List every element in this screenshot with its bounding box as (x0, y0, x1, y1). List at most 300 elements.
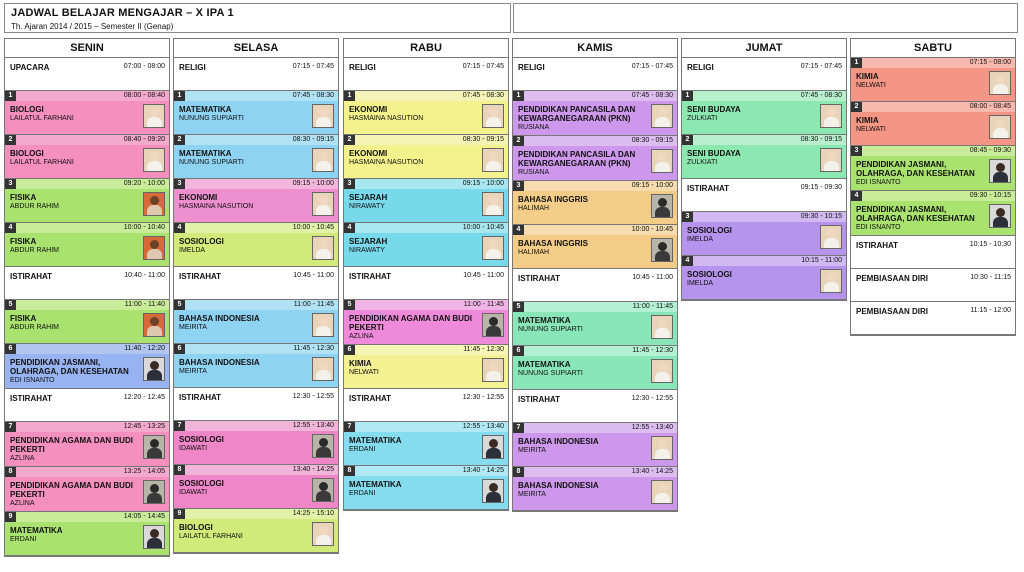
teacher-name: EDI ISNANTO (856, 179, 901, 186)
period-band (344, 466, 508, 476)
subject-name: MATEMATIKA (349, 480, 402, 489)
time-range: 07:45 - 08:30 (631, 92, 673, 99)
teacher-photo-icon (143, 148, 165, 172)
lesson-body (344, 233, 508, 266)
teacher-name: ZULKIATI (687, 159, 718, 166)
time-range: 10:00 - 10:40 (123, 224, 165, 231)
subject-name: PENDIDIKAN JASMANI, OLAHRAGA, DAN KESEHATAN (10, 358, 129, 376)
subject-name: SOSIOLOGI (179, 435, 224, 444)
period-band (174, 300, 338, 310)
teacher-name: ERDANI (349, 446, 376, 453)
break-row (513, 58, 677, 91)
period-number: 3 (5, 179, 16, 189)
lesson-card (344, 179, 508, 223)
break-row (5, 58, 169, 91)
break-label: RELIGI (518, 63, 545, 72)
day-header: JUMAT (682, 39, 846, 58)
period-number: 4 (851, 191, 862, 201)
teacher-name: IMELDA (687, 280, 714, 287)
teacher-name: NUNUNG SUPIARTI (179, 115, 244, 122)
period-band (174, 223, 338, 233)
period-band (682, 212, 846, 222)
day-column-sabtu (850, 38, 1016, 336)
teacher-name: IDAWATI (179, 489, 208, 496)
teacher-photo-icon (482, 435, 504, 459)
day-header: RABU (344, 39, 508, 58)
period-band (174, 465, 338, 475)
teacher-name: HALIMAH (518, 205, 550, 212)
page-title: JADWAL BELAJAR MENGAJAR – X IPA 1 (11, 7, 234, 19)
time-range: 13:25 - 14:05 (123, 468, 165, 475)
period-band (344, 345, 508, 355)
time-range: 10:45 - 11:00 (463, 272, 504, 279)
teacher-photo-icon (989, 159, 1011, 183)
time-range: 07:45 - 08:30 (800, 92, 842, 99)
period-band (513, 91, 677, 101)
teacher-name: ABDUR RAHIM (10, 203, 60, 210)
teacher-photo-icon (143, 357, 165, 381)
subject-name: PENDIDIKAN JASMANI, OLAHRAGA, DAN KESEHATAN (856, 160, 975, 178)
subject-name: BAHASA INDONESIA (518, 437, 599, 446)
time-range: 07:45 - 08:30 (292, 92, 334, 99)
period-band (174, 179, 338, 189)
period-band (5, 135, 169, 145)
teacher-photo-icon (651, 315, 673, 339)
lesson-card (682, 91, 846, 135)
lesson-card (174, 135, 338, 179)
teacher-name: NIRAWATY (349, 203, 385, 210)
time-range: 08:30 - 09:15 (631, 137, 673, 144)
period-number: 6 (344, 345, 355, 355)
time-range: 08:00 - 08:40 (123, 92, 165, 99)
time-range: 13:40 - 14:25 (462, 467, 504, 474)
period-band (174, 135, 338, 145)
lesson-card (174, 91, 338, 135)
period-band (682, 91, 846, 101)
time-range: 10:40 - 11:00 (124, 272, 165, 279)
teacher-name: ABDUR RAHIM (10, 324, 60, 331)
period-band (5, 422, 169, 432)
time-range: 13:40 - 14:25 (292, 466, 334, 473)
period-band (5, 300, 169, 310)
teacher-name: EDI ISNANTO (856, 224, 901, 231)
teacher-name: ERDANI (10, 536, 37, 543)
subject-name: BIOLOGI (10, 149, 44, 158)
period-band (513, 346, 677, 356)
period-band (513, 181, 677, 191)
lesson-body (5, 145, 169, 178)
period-band (344, 223, 508, 233)
period-band (851, 146, 1015, 156)
subject-name: SOSIOLOGI (687, 270, 732, 279)
lesson-card (5, 91, 169, 135)
subject-name: EKONOMI (349, 149, 388, 158)
lesson-card (174, 300, 338, 344)
time-range: 12:20 - 12:45 (123, 394, 165, 401)
day-column-rabu (343, 38, 509, 511)
teacher-name: HASMAINA NASUTION (349, 159, 424, 166)
period-number: 7 (513, 423, 524, 433)
period-number: 5 (344, 300, 355, 310)
period-band (513, 467, 677, 477)
lesson-card (513, 302, 677, 346)
teacher-name: MEIRITA (518, 491, 546, 498)
lesson-body (5, 477, 169, 511)
teacher-name: EDI ISNANTO (10, 377, 55, 384)
period-band (174, 509, 338, 519)
period-band (5, 467, 169, 477)
period-number: 4 (682, 256, 693, 266)
lesson-body (344, 355, 508, 388)
teacher-photo-icon (312, 357, 334, 381)
day-column-kamis (512, 38, 678, 512)
teacher-photo-icon (651, 104, 673, 128)
time-range: 09:15 - 10:00 (462, 180, 504, 187)
teacher-photo-icon (482, 358, 504, 382)
subject-name: BIOLOGI (10, 105, 44, 114)
time-range: 12:30 - 12:55 (631, 395, 673, 402)
day-column-jumat (681, 38, 847, 301)
lesson-body (682, 222, 846, 255)
lesson-body (174, 145, 338, 178)
teacher-photo-icon (989, 204, 1011, 228)
subject-name: BIOLOGI (179, 523, 213, 532)
lesson-card (344, 345, 508, 389)
subject-name: PENDIDIKAN AGAMA DAN BUDI PEKERTI (10, 436, 133, 454)
subject-name: BAHASA INDONESIA (179, 358, 260, 367)
teacher-photo-icon (482, 236, 504, 260)
lesson-card (513, 136, 677, 181)
lesson-body (513, 146, 677, 180)
lesson-card (5, 179, 169, 223)
break-label: PEMBIASAAN DIRI (856, 274, 929, 283)
time-range: 09:30 - 10:15 (800, 213, 842, 220)
break-label: RELIGI (179, 63, 206, 72)
teacher-photo-icon (143, 435, 165, 459)
lesson-body (851, 68, 1015, 101)
period-number: 3 (682, 212, 693, 222)
period-number: 2 (174, 135, 185, 145)
subject-name: FISIKA (10, 314, 37, 323)
time-range: 10:00 - 10:45 (631, 226, 673, 233)
lesson-card (344, 223, 508, 267)
lesson-body (513, 312, 677, 345)
lesson-card (174, 465, 338, 509)
period-number: 1 (682, 91, 693, 101)
period-band (513, 302, 677, 312)
teacher-photo-icon (312, 148, 334, 172)
lesson-body (851, 112, 1015, 145)
teacher-photo-icon (989, 115, 1011, 139)
teacher-name: MEIRITA (179, 324, 207, 331)
period-number: 5 (513, 302, 524, 312)
teacher-name: NELWATI (349, 369, 379, 376)
time-range: 08:45 - 09:30 (969, 147, 1011, 154)
time-range: 10:15 - 11:00 (801, 257, 842, 264)
subject-name: BAHASA INGGRIS (518, 195, 588, 204)
teacher-photo-icon (312, 522, 334, 546)
time-range: 07:15 - 07:45 (292, 63, 334, 70)
lesson-card (344, 466, 508, 510)
time-range: 11:00 - 11:45 (632, 303, 673, 310)
subject-name: MATEMATIKA (518, 316, 571, 325)
period-number: 8 (344, 466, 355, 476)
lesson-card (174, 421, 338, 465)
subject-name: BAHASA INDONESIA (179, 314, 260, 323)
period-band (5, 512, 169, 522)
break-row (5, 389, 169, 422)
lesson-card (344, 422, 508, 466)
time-range: 10:00 - 10:45 (292, 224, 334, 231)
teacher-name: ERDANI (349, 490, 376, 497)
time-range: 08:00 - 08:45 (969, 103, 1011, 110)
period-band (344, 179, 508, 189)
time-range: 10:15 - 10:30 (969, 241, 1011, 248)
time-range: 07:45 - 08:30 (462, 92, 504, 99)
lesson-body (851, 201, 1015, 235)
subject-name: KIMIA (349, 359, 372, 368)
lesson-body (513, 235, 677, 268)
time-range: 11:15 - 12:00 (970, 307, 1011, 314)
lesson-body (174, 354, 338, 387)
time-range: 11:00 - 11:45 (293, 301, 334, 308)
lesson-body (174, 101, 338, 134)
lesson-body (513, 101, 677, 135)
time-range: 11:00 - 11:45 (463, 301, 504, 308)
teacher-name: IMELDA (179, 247, 206, 254)
time-range: 12:55 - 13:40 (631, 424, 673, 431)
teacher-name: RUSIANA (518, 169, 550, 176)
subject-name: BAHASA INDONESIA (518, 481, 599, 490)
lesson-body (344, 189, 508, 222)
period-number: 9 (174, 509, 185, 519)
lesson-body (5, 354, 169, 388)
teacher-name: NUNUNG SUPIARTI (518, 370, 583, 377)
time-range: 11:45 - 12:30 (463, 346, 504, 353)
lesson-card (513, 346, 677, 390)
period-number: 3 (344, 179, 355, 189)
lesson-body (5, 233, 169, 266)
break-row (174, 388, 338, 421)
time-range: 07:00 - 08:00 (123, 63, 165, 70)
period-number: 3 (851, 146, 862, 156)
lesson-card (344, 300, 508, 345)
lesson-card (174, 509, 338, 553)
lesson-body (513, 191, 677, 224)
lesson-body (682, 266, 846, 299)
break-label: ISTIRAHAT (518, 395, 561, 404)
period-band (344, 422, 508, 432)
time-range: 09:15 - 10:00 (631, 182, 673, 189)
lesson-card (5, 344, 169, 389)
break-row (5, 267, 169, 300)
time-range: 12:30 - 12:55 (292, 393, 334, 400)
teacher-photo-icon (312, 192, 334, 216)
lesson-card (174, 344, 338, 388)
teacher-name: ABDUR RAHIM (10, 247, 60, 254)
lesson-card (851, 191, 1015, 236)
period-band (174, 91, 338, 101)
lesson-body (5, 101, 169, 134)
teacher-photo-icon (651, 480, 673, 504)
time-range: 07:15 - 07:45 (631, 63, 673, 70)
subject-name: SEJARAH (349, 237, 388, 246)
break-row (851, 269, 1015, 302)
lesson-body (344, 101, 508, 134)
period-number: 7 (5, 422, 16, 432)
teacher-photo-icon (482, 313, 504, 337)
lesson-card (174, 179, 338, 223)
teacher-name: HASMAINA NASUTION (349, 115, 424, 122)
subject-name: MATEMATIKA (179, 149, 232, 158)
subject-name: FISIKA (10, 237, 37, 246)
lesson-body (682, 145, 846, 178)
subject-name: PENDIDIKAN PANCASILA DAN KEWARGANEGARAAN (PKN) (518, 150, 636, 168)
period-band (851, 58, 1015, 68)
lesson-card (851, 58, 1015, 102)
teacher-photo-icon (312, 478, 334, 502)
teacher-name: LAILATUL FARHANI (10, 115, 74, 122)
day-header: SABTU (851, 39, 1015, 58)
lesson-body (5, 189, 169, 222)
day-header: SENIN (5, 39, 169, 58)
period-number: 1 (5, 91, 16, 101)
lesson-body (682, 101, 846, 134)
lesson-card (513, 423, 677, 467)
teacher-name: IMELDA (687, 236, 714, 243)
time-range: 09:15 - 09:30 (800, 184, 842, 191)
teacher-photo-icon (651, 194, 673, 218)
period-number: 3 (513, 181, 524, 191)
period-number: 4 (5, 223, 16, 233)
lesson-card (5, 135, 169, 179)
lesson-card (344, 91, 508, 135)
subject-name: PENDIDIKAN JASMANI, OLAHRAGA, DAN KESEHATAN (856, 205, 975, 223)
lesson-body (344, 476, 508, 509)
period-number: 2 (513, 136, 524, 146)
time-range: 08:30 - 09:15 (800, 136, 842, 143)
time-range: 07:15 - 07:45 (800, 63, 842, 70)
time-range: 10:45 - 11:00 (632, 274, 673, 281)
time-range: 10:00 - 10:45 (462, 224, 504, 231)
lesson-body (344, 145, 508, 178)
teacher-photo-icon (482, 479, 504, 503)
day-column-selasa (173, 38, 339, 554)
subject-name: EKONOMI (349, 105, 388, 114)
break-row (851, 236, 1015, 269)
subject-name: PENDIDIKAN PANCASILA DAN KEWARGANEGARAAN (PKN) (518, 105, 636, 123)
lesson-body (513, 477, 677, 510)
subject-name: SOSIOLOGI (179, 479, 224, 488)
period-number: 6 (5, 344, 16, 354)
break-row (513, 390, 677, 423)
teacher-photo-icon (651, 359, 673, 383)
period-number: 2 (5, 135, 16, 145)
period-number: 1 (513, 91, 524, 101)
period-number: 2 (851, 102, 862, 112)
time-range: 07:15 - 08:00 (969, 59, 1011, 66)
period-band (344, 91, 508, 101)
break-label: ISTIRAHAT (10, 272, 53, 281)
lesson-body (174, 519, 338, 552)
period-band (344, 300, 508, 310)
time-range: 08:30 - 09:15 (292, 136, 334, 143)
teacher-name: AZLINA (349, 333, 374, 340)
header-blank-panel (513, 3, 1018, 33)
time-range: 12:55 - 13:40 (462, 423, 504, 430)
time-range: 11:45 - 12:30 (632, 347, 673, 354)
time-range: 09:15 - 10:00 (292, 180, 334, 187)
teacher-photo-icon (143, 192, 165, 216)
time-range: 08:30 - 09:15 (462, 136, 504, 143)
period-band (851, 102, 1015, 112)
teacher-name: ZULKIATI (687, 115, 718, 122)
lesson-card (682, 212, 846, 256)
break-label: PEMBIASAAN DIRI (856, 307, 929, 316)
period-number: 4 (513, 225, 524, 235)
subject-name: SENI BUDAYA (687, 105, 741, 114)
break-label: ISTIRAHAT (349, 272, 392, 281)
lesson-card (682, 135, 846, 179)
page-subtitle: Th. Ajaran 2014 / 2015 – Semester II (Genap) (11, 22, 174, 31)
period-number: 8 (513, 467, 524, 477)
lesson-body (5, 432, 169, 466)
teacher-name: NUNUNG SUPIARTI (518, 326, 583, 333)
time-range: 11:45 - 12:30 (293, 345, 334, 352)
time-range: 11:40 - 12:20 (124, 345, 165, 352)
teacher-photo-icon (143, 236, 165, 260)
time-range: 10:30 - 11:15 (970, 274, 1011, 281)
lesson-card (513, 91, 677, 136)
teacher-name: MEIRITA (518, 447, 546, 454)
teacher-photo-icon (482, 148, 504, 172)
lesson-body (174, 310, 338, 343)
period-band (5, 344, 169, 354)
period-band (344, 135, 508, 145)
period-number: 5 (5, 300, 16, 310)
teacher-name: AZLINA (10, 500, 35, 507)
period-number: 2 (344, 135, 355, 145)
break-label: UPACARA (10, 63, 50, 72)
teacher-name: LAILATUL FARHANI (10, 159, 74, 166)
time-range: 14:05 - 14:45 (123, 513, 165, 520)
subject-name: SEJARAH (349, 193, 388, 202)
teacher-photo-icon (143, 104, 165, 128)
teacher-photo-icon (820, 225, 842, 249)
period-number: 6 (174, 344, 185, 354)
teacher-name: NIRAWATY (349, 247, 385, 254)
period-number: 5 (174, 300, 185, 310)
lesson-body (5, 522, 169, 555)
break-row (851, 302, 1015, 335)
lesson-card (5, 300, 169, 344)
teacher-photo-icon (989, 71, 1011, 95)
break-label: ISTIRAHAT (179, 272, 222, 281)
break-label: ISTIRAHAT (179, 393, 222, 402)
period-number: 3 (174, 179, 185, 189)
teacher-photo-icon (820, 104, 842, 128)
teacher-name: RUSIANA (518, 124, 550, 131)
period-number: 7 (344, 422, 355, 432)
lesson-card (5, 422, 169, 467)
day-header: KAMIS (513, 39, 677, 58)
lesson-card (513, 467, 677, 511)
subject-name: MATEMATIKA (179, 105, 232, 114)
time-range: 09:30 - 10:15 (969, 192, 1011, 199)
break-row (174, 267, 338, 300)
day-column-senin (4, 38, 170, 557)
period-band (5, 179, 169, 189)
